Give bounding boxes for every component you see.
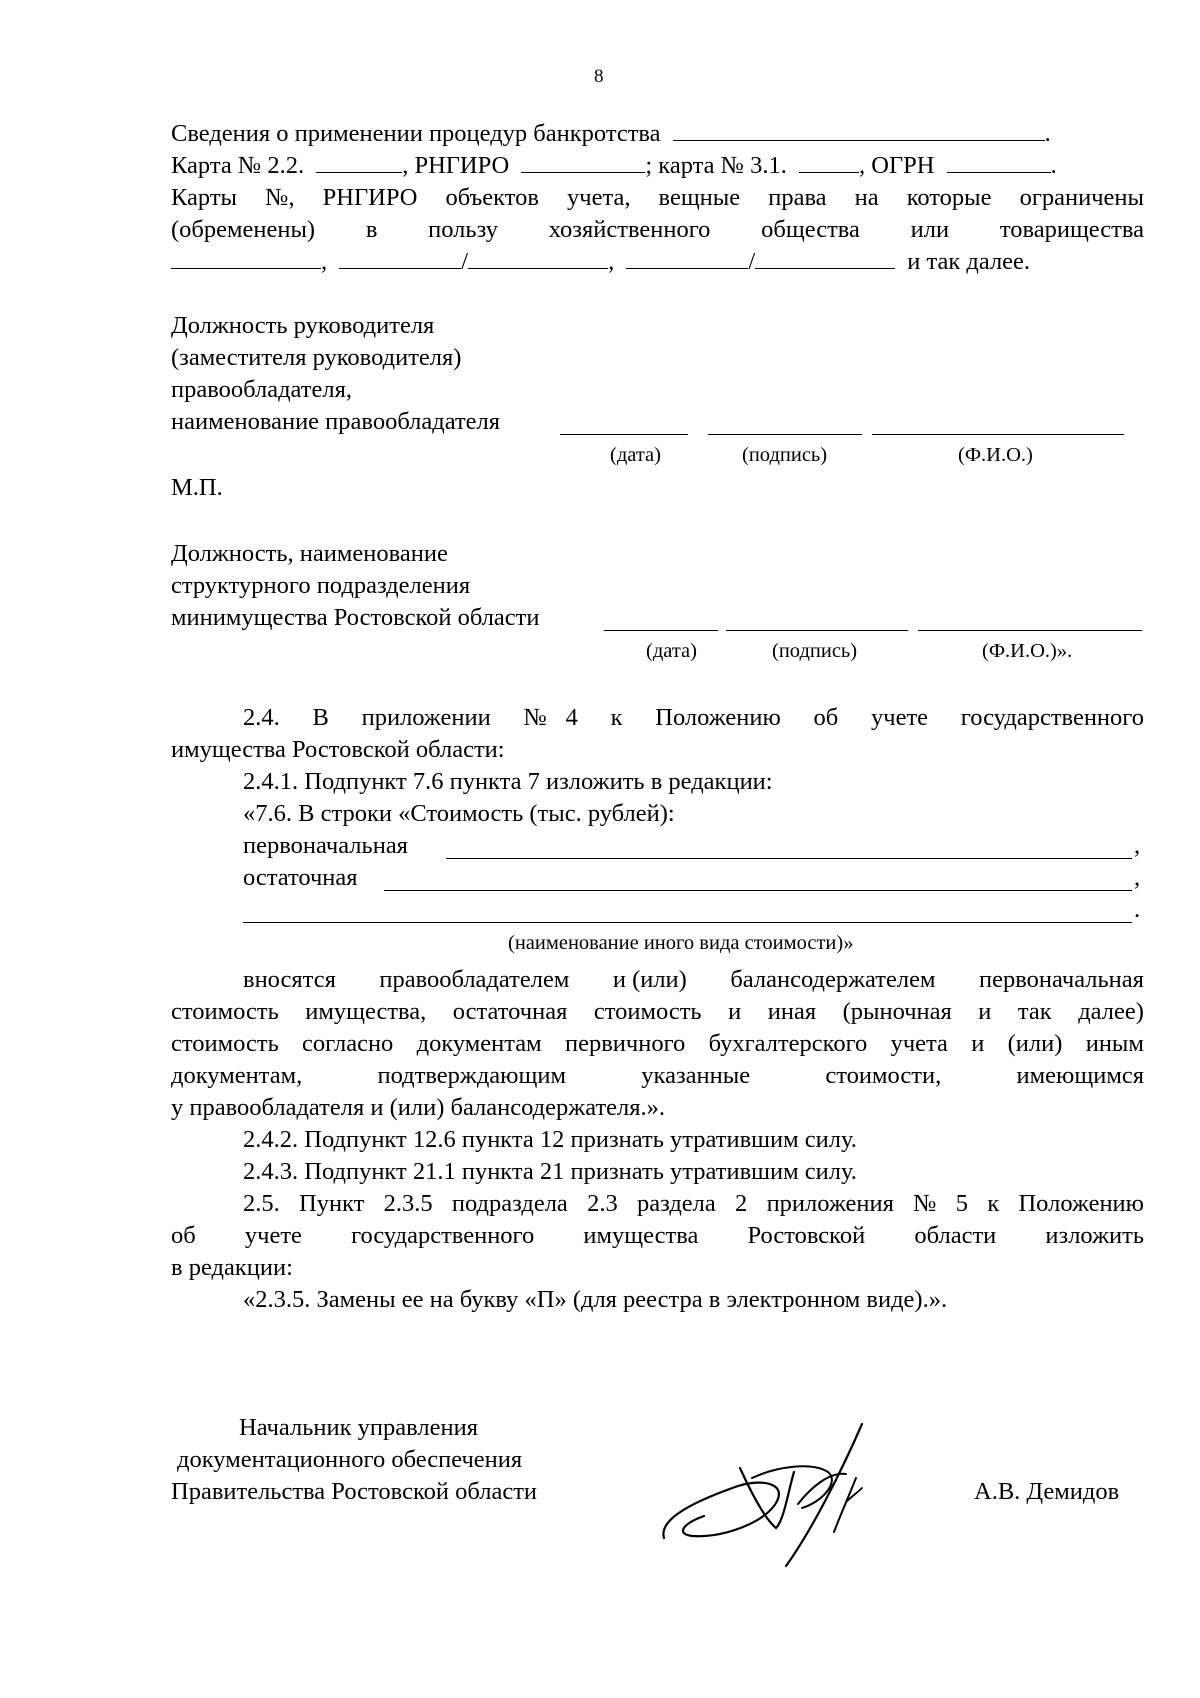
- ministry-fio-blank: [918, 630, 1142, 631]
- word: учете: [244, 1222, 302, 1249]
- restricted-blank-3b: [755, 246, 895, 269]
- bankruptcy-end: .: [1044, 120, 1051, 147]
- word: объектов: [445, 184, 539, 211]
- word: вещные: [658, 184, 741, 211]
- paragraph-line-3: [171, 1028, 1144, 1060]
- word: иная: [767, 998, 817, 1025]
- restricted-blank-2b: [468, 246, 608, 269]
- other-cost-blank: [243, 922, 1132, 923]
- word: общества: [761, 216, 860, 243]
- slash: /: [461, 248, 469, 275]
- word: Пункт: [299, 1190, 365, 1217]
- word: стоимости,: [825, 1062, 942, 1089]
- section-24-line-2: имущества Ростовской области:: [171, 736, 505, 763]
- restricted-blank-3a: [626, 246, 748, 269]
- card-22-label: Карта № 2.2.: [171, 152, 305, 179]
- word: (или): [1007, 1030, 1063, 1057]
- word: документам: [416, 1030, 542, 1057]
- word: Ростовской: [747, 1222, 866, 1249]
- word: товарищества: [999, 216, 1144, 243]
- word: которые: [906, 184, 992, 211]
- word: подраздела: [451, 1190, 568, 1217]
- rngiro-blank: [521, 150, 645, 173]
- word: бухгалтерского: [708, 1030, 868, 1057]
- paragraph-line-2: [171, 996, 1144, 1028]
- word: учета: [890, 1030, 948, 1057]
- word: имеющимся: [1016, 1062, 1144, 1089]
- slash: /: [748, 248, 756, 275]
- word: и: [971, 1030, 985, 1057]
- holder-fio-blank: [872, 434, 1124, 435]
- word: ограничены: [1019, 184, 1144, 211]
- signoff-title-1: Начальник управления: [239, 1414, 478, 1441]
- ministry-fio-caption: (Ф.И.О.)».: [982, 640, 1073, 662]
- word: №: [913, 1190, 937, 1217]
- word: приложении: [361, 704, 491, 731]
- word: правообладателем: [379, 966, 570, 993]
- word: на: [854, 184, 879, 211]
- restricted-blank-2a: [339, 246, 461, 269]
- card-31-label: ; карта № 3.1.: [645, 152, 787, 179]
- word: об: [171, 1222, 196, 1249]
- signoff-name: А.В. Демидов: [974, 1478, 1120, 1505]
- word: согласно: [302, 1030, 394, 1057]
- bankruptcy-label: Сведения о применении процедур банкротства: [171, 120, 661, 147]
- word: и (или): [612, 966, 687, 993]
- initial-cost-line: [243, 830, 408, 862]
- residual-cost-comma: ,: [1134, 864, 1141, 891]
- word: первичного: [564, 1030, 686, 1057]
- word: стоимость: [171, 1030, 279, 1057]
- ministry-line-1: Должность, наименование: [171, 540, 448, 567]
- comma: ,: [608, 248, 615, 275]
- initial-cost-blank: [446, 858, 1132, 859]
- section-25-quote: «2.3.5. Замены ее на букву «П» (для реестра в электронном виде).».: [243, 1286, 948, 1313]
- ministry-date-caption: (дата): [646, 640, 697, 662]
- word: государственного: [351, 1222, 535, 1249]
- paragraph-line-4: [171, 1060, 1144, 1092]
- word: 2: [735, 1190, 748, 1217]
- holder-signature-blank: [708, 434, 862, 435]
- ogrn-blank: [947, 150, 1051, 173]
- word: указанные: [641, 1062, 751, 1089]
- section-25-line-3: в редакции:: [171, 1254, 293, 1281]
- word: к: [987, 1190, 1000, 1217]
- word: и: [978, 998, 992, 1025]
- word: области: [914, 1222, 997, 1249]
- word: остаточная: [452, 998, 568, 1025]
- paragraph-line-1: [243, 964, 1144, 996]
- word: об: [813, 704, 839, 731]
- word: государственного: [960, 704, 1144, 731]
- word: Положению: [655, 704, 781, 731]
- paragraph-line-5: у правообладателя и (или) балансодержателя.».: [171, 1094, 666, 1121]
- word: подтверждающим: [377, 1062, 566, 1089]
- word: балансодержателем: [730, 966, 936, 993]
- word: приложения: [766, 1190, 894, 1217]
- comma: ,: [321, 248, 328, 275]
- residual-cost-blank: [384, 890, 1132, 891]
- holder-name-label: наименование правообладателя: [171, 408, 501, 435]
- word: в: [365, 216, 378, 243]
- restricted-line-2: [171, 214, 1144, 246]
- word: далее): [1078, 998, 1144, 1025]
- word: изложить: [1045, 1222, 1144, 1249]
- word: права: [768, 184, 827, 211]
- holder-date-blank: [560, 434, 688, 435]
- ministry-signature-caption: (подпись): [772, 640, 858, 662]
- restricted-line-3: [171, 246, 1030, 278]
- word: пользу: [428, 216, 498, 243]
- word: 2.4.: [243, 704, 280, 731]
- word: Карты: [171, 184, 237, 211]
- handwritten-signature: [652, 1420, 942, 1570]
- initial-cost-comma: ,: [1134, 832, 1141, 859]
- word: Положению: [1018, 1190, 1144, 1217]
- word: имущества,: [305, 998, 427, 1025]
- stamp-mark: М.П.: [171, 474, 223, 501]
- residual-cost-label: остаточная: [243, 864, 358, 891]
- restricted-blank-1: [171, 246, 321, 269]
- signoff-title-3: Правительства Ростовской области: [171, 1478, 538, 1505]
- ministry-date-blank: [604, 630, 718, 631]
- holder-signature-caption: (подпись): [742, 444, 828, 466]
- word: (обременены): [171, 216, 316, 243]
- residual-cost-line: [243, 862, 358, 894]
- word: к: [610, 704, 623, 731]
- word: первоначальная: [978, 966, 1144, 993]
- ogrn-label: , ОГРН: [859, 152, 935, 179]
- word: иным: [1085, 1030, 1144, 1057]
- holder-line-2: (заместителя руководителя): [171, 344, 462, 371]
- holder-line-4: [171, 406, 500, 438]
- word: стоимость: [171, 998, 279, 1025]
- word: и: [728, 998, 742, 1025]
- other-cost-period: .: [1134, 896, 1141, 923]
- ministry-signature-blank: [726, 630, 908, 631]
- word: или: [910, 216, 950, 243]
- restricted-ending: и так далее.: [907, 248, 1031, 275]
- word: 2.3.5: [383, 1190, 433, 1217]
- holder-line-1: Должность руководителя: [171, 312, 435, 339]
- card-31-blank: [799, 150, 859, 173]
- page-number: 8: [594, 66, 604, 87]
- word: документам,: [171, 1062, 303, 1089]
- word: стоимость: [593, 998, 702, 1025]
- section-24-line-1: [243, 702, 1144, 734]
- signoff-title-2: документационного обеспечения: [177, 1446, 523, 1473]
- cards-line: [171, 150, 1057, 182]
- item-241: 2.4.1. Подпункт 7.6 пункта 7 изложить в редакции:: [243, 768, 773, 795]
- rngiro-label: , РНГИРО: [402, 152, 510, 179]
- bankruptcy-line: [171, 118, 1051, 150]
- item-243: 2.4.3. Подпункт 21.1 пункта 21 признать утратившим силу.: [243, 1158, 857, 1185]
- word: учете: [871, 704, 929, 731]
- other-cost-caption: (наименование иного вида стоимости)»: [508, 932, 854, 954]
- ministry-line-3: [171, 602, 540, 634]
- ministry-line-2: структурного подразделения: [171, 572, 471, 599]
- item-242: 2.4.2. Подпункт 12.6 пункта 12 признать утратившим силу.: [243, 1126, 857, 1153]
- restricted-line-1: [171, 182, 1144, 214]
- word: (рыночная: [842, 998, 952, 1025]
- holder-date-caption: (дата): [610, 444, 661, 466]
- word: В: [312, 704, 329, 731]
- word: хозяйственного: [548, 216, 711, 243]
- word: 2.3: [587, 1190, 618, 1217]
- word: №,: [265, 184, 295, 211]
- word: 4: [565, 704, 578, 731]
- bankruptcy-blank: [673, 118, 1045, 141]
- cards-line-end: .: [1050, 152, 1057, 179]
- word: так: [1017, 998, 1052, 1025]
- word: РНГИРО: [322, 184, 418, 211]
- holder-fio-caption: (Ф.И.О.): [958, 444, 1033, 466]
- initial-cost-label: первоначальная: [243, 832, 408, 859]
- word: 5: [955, 1190, 969, 1217]
- word: раздела: [636, 1190, 716, 1217]
- section-25-line-1: [243, 1188, 1144, 1220]
- word: 2.5.: [243, 1190, 280, 1217]
- card-22-blank: [316, 150, 402, 173]
- quote-76: «7.6. В строки «Стоимость (тыс. рублей):: [243, 800, 675, 827]
- word: №: [523, 704, 547, 731]
- word: учета,: [567, 184, 631, 211]
- holder-line-3: правообладателя,: [171, 376, 352, 403]
- ministry-name-label: минимущества Ростовской области: [171, 604, 540, 631]
- word: вносятся: [243, 966, 336, 993]
- word: имущества: [583, 1222, 699, 1249]
- section-25-line-2: [171, 1220, 1144, 1252]
